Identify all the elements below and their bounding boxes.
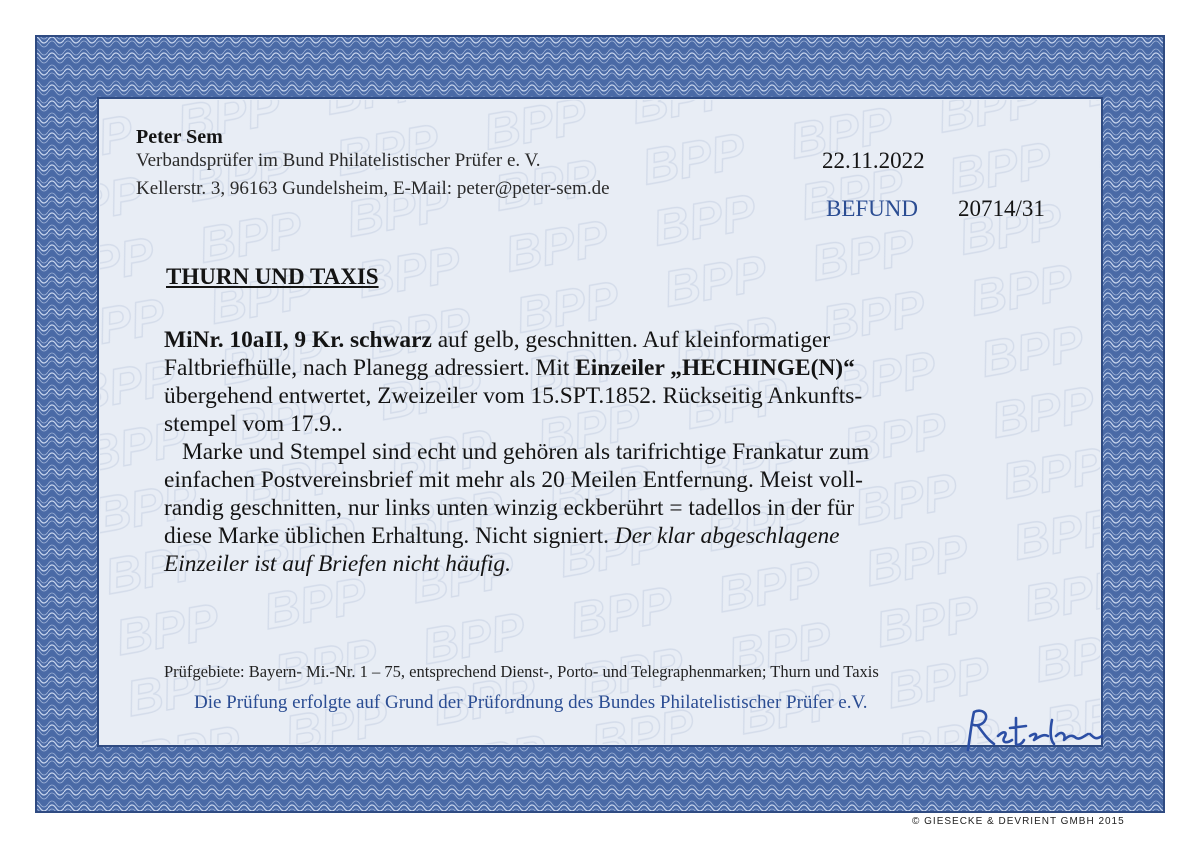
body-line: stempel vom 17.9.. xyxy=(164,411,343,437)
printer-mark: © GIESECKE & DEVRIENT GMBH 2015 xyxy=(912,816,1125,827)
certificate-type-label: BEFUND xyxy=(826,196,919,221)
certificate-content xyxy=(100,100,1100,744)
body-line: einfachen Postvereinsbrief mit mehr als 20 Meilen Entfernung. Meist voll- xyxy=(164,467,863,493)
postmark-designation: Einzeiler „HECHINGE(N)“ xyxy=(575,355,855,381)
body-line: übergehend entwertet, Zweizeiler vom 15.SPT.1852. Rückseitig Ankunfts- xyxy=(164,383,863,409)
certificate-date: 22.11.2022 xyxy=(822,148,925,173)
body-italic: Der klar abgeschlagene xyxy=(614,523,840,549)
body-italic: Einzeiler ist auf Briefen nicht häufig. xyxy=(164,551,511,577)
certificate-body xyxy=(164,326,1064,578)
body-text: auf gelb, geschnitten. Auf kleinformatiger xyxy=(431,327,831,353)
examiner-address: Kellerstr. 3, 96163 Gundelsheim, E-Mail: peter@peter-sem.de xyxy=(136,178,610,199)
body-line xyxy=(164,354,1064,382)
certificate-number: 20714/31 xyxy=(958,196,1045,221)
handwritten-signature xyxy=(960,700,1110,760)
stamp-designation: MiNr. 10aII, 9 Kr. schwarz xyxy=(164,327,432,353)
body-text: diese Marke üblichen Erhaltung. Nicht signiert. xyxy=(164,523,615,549)
examiner-association: Verbandsprüfer im Bund Philatelistischer Prüfer e. V. xyxy=(136,150,541,171)
body-line xyxy=(164,550,1064,578)
body-line xyxy=(164,522,1064,550)
stamp-area-heading: THURN UND TAXIS xyxy=(166,264,379,289)
body-text: Faltbriefhülle, nach Planegg adressiert. Mit xyxy=(164,355,576,381)
body-line xyxy=(164,326,1064,354)
examination-areas: Prüfgebiete: Bayern- Mi.-Nr. 1 – 75, entsprechend Dienst-, Porto- und Telegraphenmarken; Thurn und Taxis xyxy=(164,662,879,681)
body-line: Marke und Stempel sind echt und gehören als tarifrichtige Frankatur zum xyxy=(182,439,870,465)
examiner-name: Peter Sem xyxy=(136,126,223,148)
examination-notice: Die Prüfung erfolgte auf Grund der Prüfordnung des Bundes Philatelistischer Prüfer e.V. xyxy=(194,692,868,713)
body-line: randig geschnitten, nur links unten winzig eckberührt = tadellos in der für xyxy=(164,495,855,521)
